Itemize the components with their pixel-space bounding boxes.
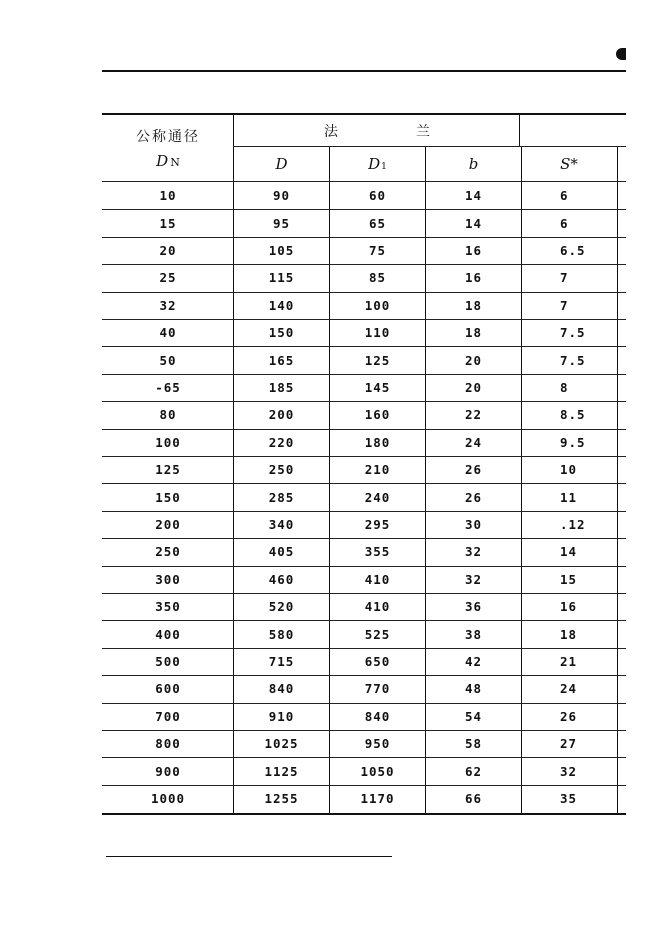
cell-S: 6 — [560, 188, 569, 204]
cell-D: 150 — [268, 325, 295, 341]
cell-D: 90 — [272, 188, 291, 204]
cell-dn: 10 — [159, 188, 177, 204]
cell-S: 14 — [560, 544, 578, 560]
cell-dn: 1000 — [150, 790, 186, 806]
header-col-D1-sub: 1 — [381, 162, 387, 172]
cell-S: 32 — [560, 763, 578, 779]
cell-D1: 100 — [364, 297, 391, 313]
vline-flange-end — [519, 114, 520, 147]
cell-b: 48 — [464, 681, 483, 697]
cell-D1: 240 — [364, 489, 391, 505]
cell-D: 840 — [268, 681, 295, 697]
cell-b: 20 — [464, 379, 483, 395]
cell-dn: 100 — [155, 434, 181, 450]
header-flange-right: 兰 — [416, 124, 430, 140]
cell-dn: 125 — [155, 462, 181, 478]
cell-D1: 950 — [364, 736, 391, 752]
cell-b: 42 — [464, 653, 483, 669]
cell-S: 7.5 — [560, 325, 586, 341]
footnote-rule — [106, 856, 392, 857]
cell-D1: 125 — [364, 352, 391, 368]
cell-D1: 525 — [364, 626, 391, 642]
corner-mark — [616, 48, 626, 60]
cell-S: 7 — [560, 270, 569, 286]
header-dn-label: 公称通径 — [136, 129, 200, 145]
cell-D: 220 — [268, 434, 295, 450]
cell-b: 24 — [464, 434, 483, 450]
cell-D1: 840 — [364, 708, 391, 724]
cell-S: 11 — [560, 489, 578, 505]
cell-D: 105 — [268, 242, 295, 258]
cell-dn: 15 — [159, 215, 177, 231]
cell-b: 26 — [464, 489, 483, 505]
cell-D1: 75 — [368, 242, 387, 258]
cell-b: 14 — [464, 188, 483, 204]
cell-D1: 85 — [368, 270, 387, 286]
cell-dn: 500 — [155, 653, 181, 669]
cell-dn: 300 — [155, 571, 181, 587]
cell-D: 460 — [268, 571, 295, 587]
cell-D1: 65 — [368, 215, 387, 231]
cell-D: 340 — [268, 516, 295, 532]
cell-D: 165 — [268, 352, 295, 368]
cell-dn: 40 — [159, 325, 177, 341]
cell-dn: 800 — [155, 736, 181, 752]
cell-D: 250 — [268, 462, 295, 478]
cell-S: 27 — [560, 736, 578, 752]
header-flange-left: 法 — [324, 124, 338, 140]
cell-b: 38 — [464, 626, 483, 642]
table-bottom-rule — [102, 813, 626, 815]
cell-D1: 650 — [364, 653, 391, 669]
cell-D: 910 — [268, 708, 295, 724]
cell-D: 200 — [268, 407, 295, 423]
cell-D1: 160 — [364, 407, 391, 423]
cell-dn: 50 — [159, 352, 177, 368]
cell-D1: 60 — [368, 188, 387, 204]
cell-D: 140 — [268, 297, 295, 313]
cell-b: 62 — [464, 763, 483, 779]
cell-D1: 180 — [364, 434, 391, 450]
cell-D: 185 — [268, 379, 295, 395]
header-col-S: S* — [560, 155, 578, 173]
header-dn-symbol-sub: N — [170, 156, 180, 169]
header-col-D: D — [275, 155, 288, 173]
cell-S: 7.5 — [560, 352, 586, 368]
header-dn-symbol — [156, 152, 180, 170]
header-dn — [104, 116, 232, 180]
cell-b: 14 — [464, 215, 483, 231]
cell-dn: 200 — [155, 516, 181, 532]
cell-b: 66 — [464, 790, 483, 806]
cell-dn: 600 — [155, 681, 181, 697]
cell-b: 16 — [464, 242, 483, 258]
cell-D: 405 — [268, 544, 295, 560]
cell-D: 1125 — [264, 763, 299, 779]
cell-b: 18 — [464, 325, 483, 341]
cell-b: 20 — [464, 352, 483, 368]
cell-S: 24 — [560, 681, 578, 697]
cell-D: 285 — [268, 489, 295, 505]
cell-D: 1025 — [264, 736, 299, 752]
cell-S: 18 — [560, 626, 578, 642]
cell-dn: 350 — [155, 599, 181, 615]
cell-dn: 900 — [155, 763, 181, 779]
cell-b: 22 — [464, 407, 483, 423]
cell-dn: -65 — [155, 379, 181, 395]
cell-D: 715 — [268, 653, 295, 669]
cell-dn: 80 — [159, 407, 177, 423]
cell-b: 30 — [464, 516, 483, 532]
cell-S: 9.5 — [560, 434, 586, 450]
cell-D: 520 — [268, 599, 295, 615]
cell-D1: 410 — [364, 571, 391, 587]
cell-S: 7 — [560, 297, 569, 313]
cell-D: 115 — [268, 270, 295, 286]
cell-S: .12 — [560, 516, 586, 532]
cell-b: 18 — [464, 297, 483, 313]
vline-S — [617, 147, 618, 814]
header-col-b: b — [468, 155, 479, 173]
header-col-D1 — [330, 147, 425, 181]
cell-b: 16 — [464, 270, 483, 286]
cell-D1: 1050 — [360, 763, 395, 779]
header-flange-group — [234, 116, 520, 146]
header-col-D1-main: D — [368, 155, 381, 173]
cell-S: 35 — [560, 790, 578, 806]
cell-S: 26 — [560, 708, 578, 724]
cell-D: 1255 — [264, 790, 299, 806]
cell-D1: 355 — [364, 544, 391, 560]
cell-S: 15 — [560, 571, 578, 587]
cell-b: 58 — [464, 736, 483, 752]
cell-dn: 20 — [159, 242, 177, 258]
cell-D1: 770 — [364, 681, 391, 697]
cell-dn: 250 — [155, 544, 181, 560]
cell-D1: 410 — [364, 599, 391, 615]
cell-D: 95 — [272, 215, 291, 231]
cell-D1: 145 — [364, 379, 391, 395]
cell-D1: 210 — [364, 462, 391, 478]
cell-S: 10 — [560, 462, 578, 478]
cell-D1: 110 — [364, 325, 391, 341]
cell-S: 8 — [560, 379, 569, 395]
cell-dn: 150 — [155, 489, 181, 505]
cell-b: 36 — [464, 599, 483, 615]
cell-S: 6.5 — [560, 242, 586, 258]
cell-b: 26 — [464, 462, 483, 478]
cell-dn: 700 — [155, 708, 181, 724]
hline-flange-sub — [233, 146, 626, 147]
cell-S: 21 — [560, 653, 578, 669]
cell-D1: 295 — [364, 516, 391, 532]
cell-S: 8.5 — [560, 407, 586, 423]
cell-S: 6 — [560, 215, 569, 231]
cell-dn: 400 — [155, 626, 181, 642]
cell-b: 32 — [464, 571, 483, 587]
cell-D1: 1170 — [360, 790, 395, 806]
cell-b: 54 — [464, 708, 483, 724]
header-dn-symbol-main: D — [156, 152, 169, 170]
top-rule — [102, 70, 626, 72]
cell-b: 32 — [464, 544, 483, 560]
cell-D: 580 — [268, 626, 295, 642]
table-top-rule — [102, 113, 626, 115]
cell-dn: 25 — [159, 270, 177, 286]
cell-S: 16 — [560, 599, 578, 615]
cell-dn: 32 — [159, 297, 177, 313]
